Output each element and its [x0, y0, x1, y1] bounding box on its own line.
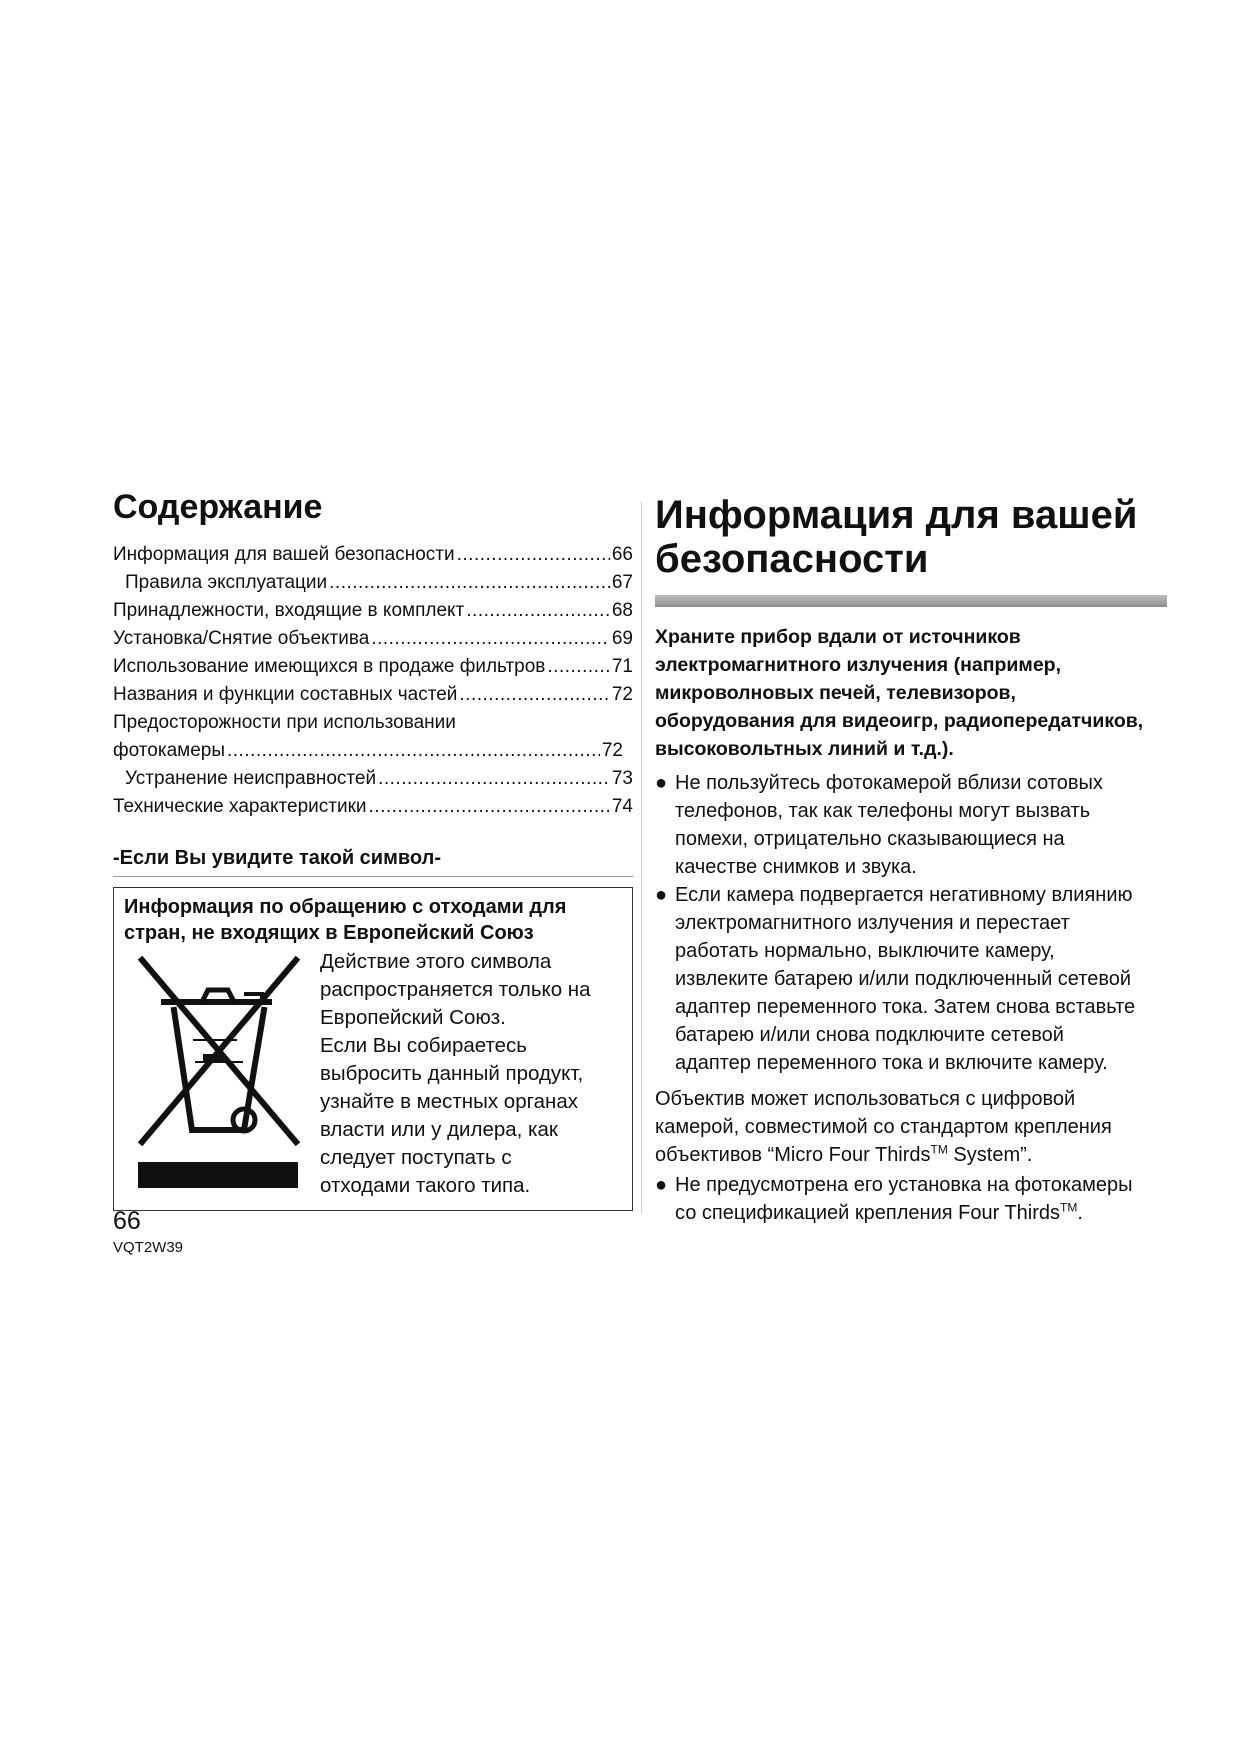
bullet-line: работать нормально, выключите камеру,	[675, 940, 1055, 962]
toc-label-line1[interactable]: Предосторожности при использовании	[113, 712, 456, 734]
trademark-mark: TM	[930, 1142, 948, 1157]
bullet-text	[675, 881, 1135, 1077]
safety-title-line: безопасности	[655, 537, 929, 581]
toc-page: 73	[611, 768, 633, 790]
toc-leader	[371, 625, 610, 653]
left-column	[113, 488, 633, 1211]
right-column	[655, 488, 1175, 1227]
waste-text-line: отходами такого типа.	[320, 1174, 531, 1198]
safety-title	[655, 493, 1175, 581]
emi-warning	[655, 623, 1175, 763]
waste-text-line: Действие этого символа	[320, 950, 552, 974]
bullet-text-part: .	[1077, 1202, 1083, 1224]
toc-row[interactable]	[113, 541, 633, 569]
para-line: Объектив может использоваться с цифровой	[655, 1088, 1076, 1110]
toc-label: Названия и функции составных частей	[113, 684, 458, 706]
bullet-text	[675, 1171, 1133, 1227]
toc-leader	[547, 653, 609, 681]
toc-label: Технические характеристики	[113, 796, 367, 818]
bullet-line: адаптер переменного тока и включите камеру.	[675, 1052, 1108, 1074]
emi-warning-line: Храните прибор вдали от источников	[655, 626, 1021, 648]
compat-bullets	[655, 1171, 1175, 1227]
toc-leader	[329, 569, 610, 597]
emi-warning-line: электромагнитного излучения (например,	[655, 654, 1061, 676]
trademark-mark: TM	[1060, 1200, 1078, 1215]
bullet-text-part: со спецификацией крепления Four Thirds	[675, 1202, 1061, 1224]
toc-label: Установка/Снятие объектива	[113, 628, 370, 650]
bullet-text	[675, 769, 1103, 881]
waste-box-text	[320, 948, 622, 1200]
toc-label: Использование имеющихся в продаже фильтров	[113, 656, 546, 678]
bullet-line: Если камера подвергается негативному влиянию	[675, 884, 1133, 906]
waste-box-body	[124, 948, 622, 1200]
para-text: System”.	[947, 1144, 1033, 1166]
toc-page: 69	[611, 628, 633, 650]
toc-page: 71	[611, 656, 633, 678]
toc-row[interactable]	[113, 681, 633, 709]
emi-warning-line: микроволновых печей, телевизоров,	[655, 682, 1016, 704]
toc-page: 67	[611, 572, 633, 594]
emi-warning-line: высоковольтных линий и т.д.).	[655, 738, 954, 760]
bullet-line: извлеките батарею и/или подключенный сетевой	[675, 968, 1132, 990]
toc-label: Правила эксплуатации	[125, 572, 328, 594]
toc-label: Принадлежности, входящие в комплект	[113, 600, 465, 622]
bullet-line: электромагнитного излучения и перестает	[675, 912, 1070, 934]
bullet-item	[655, 1171, 1175, 1227]
bullet-item	[655, 881, 1175, 1077]
toc-row[interactable]	[113, 597, 633, 625]
toc-page: 68	[611, 600, 633, 622]
waste-text-line: власти или у дилера, как	[320, 1118, 558, 1142]
crossed-bin-icon	[124, 948, 320, 1200]
bullet-line: телефонов, так как телефоны могут вызвать	[675, 800, 1091, 822]
toc-title: Содержание	[113, 488, 323, 526]
toc-row[interactable]	[113, 765, 633, 793]
bullet-item	[655, 769, 1175, 881]
emi-warning-line: оборудования для видеоигр, радиопередатчиков,	[655, 710, 1144, 732]
bullet-line: Не предусмотрена его установка на фотокамеры	[675, 1174, 1133, 1196]
waste-box-title: Информация по обращению с отходами для стран, не входящих в Европейский Союз	[124, 896, 567, 945]
toc-page: 74	[611, 796, 633, 818]
waste-text-line: распространяется только на	[320, 978, 591, 1002]
crossed-bin-svg	[124, 950, 314, 1194]
toc-label: Информация для вашей безопасности	[113, 544, 455, 566]
toc-label: фотокамеры	[113, 740, 225, 762]
column-divider	[641, 502, 642, 1214]
waste-text-line: узнайте в местных органах	[320, 1090, 579, 1114]
para-line	[655, 1141, 1175, 1169]
toc-list	[113, 541, 633, 821]
toc-page: 72	[601, 740, 623, 762]
emi-bullets	[655, 769, 1175, 1077]
bullet-line: помехи, отрицательно сказывающиеся на	[675, 828, 1065, 850]
lens-compat-paragraph	[655, 1085, 1175, 1169]
toc-leader	[369, 793, 610, 821]
bullet-line: адаптер переменного тока. Затем снова вставьте	[675, 996, 1136, 1018]
toc-leader	[459, 681, 609, 709]
toc-row[interactable]	[113, 653, 633, 681]
toc-leader	[227, 737, 600, 765]
title-rule	[655, 595, 1167, 607]
page-number: 66	[113, 1207, 141, 1235]
toc-leader	[378, 765, 610, 793]
toc-label: Устранение неисправностей	[125, 768, 377, 790]
toc-leader	[457, 541, 610, 569]
bullet-line: батарею и/или снова подключите сетевой	[675, 1024, 1064, 1046]
toc-leader	[466, 597, 610, 625]
symbol-heading: -Если Вы увидите такой символ-	[113, 847, 633, 877]
toc-page: 72	[611, 684, 633, 706]
bullet-icon: ●	[655, 772, 668, 794]
document-code: VQT2W39	[113, 1239, 184, 1256]
waste-text-line: Европейский Союз.	[320, 1006, 506, 1030]
para-text: объективов “Micro Four Thirds	[655, 1144, 931, 1166]
toc-row[interactable]	[113, 793, 633, 821]
waste-info-box	[113, 887, 633, 1211]
toc-page: 66	[611, 544, 633, 566]
bullet-icon: ●	[655, 1174, 668, 1196]
bullet-line: качестве снимков и звука.	[675, 856, 917, 878]
bullet-icon: ●	[655, 884, 668, 906]
toc-row[interactable]	[113, 569, 633, 597]
toc-row[interactable]	[113, 737, 633, 765]
waste-text-line: Если Вы собираетесь	[320, 1034, 527, 1058]
waste-text-line: выбросить данный продукт,	[320, 1062, 584, 1086]
bullet-line: Не пользуйтесь фотокамерой вблизи сотовых	[675, 772, 1103, 794]
toc-row[interactable]	[113, 625, 633, 653]
safety-title-line: Информация для вашей	[655, 493, 1138, 537]
para-line: камерой, совместимой со стандартом крепления	[655, 1116, 1112, 1138]
waste-text-line: следует поступать с	[320, 1146, 512, 1170]
bullet-line	[675, 1199, 1133, 1227]
